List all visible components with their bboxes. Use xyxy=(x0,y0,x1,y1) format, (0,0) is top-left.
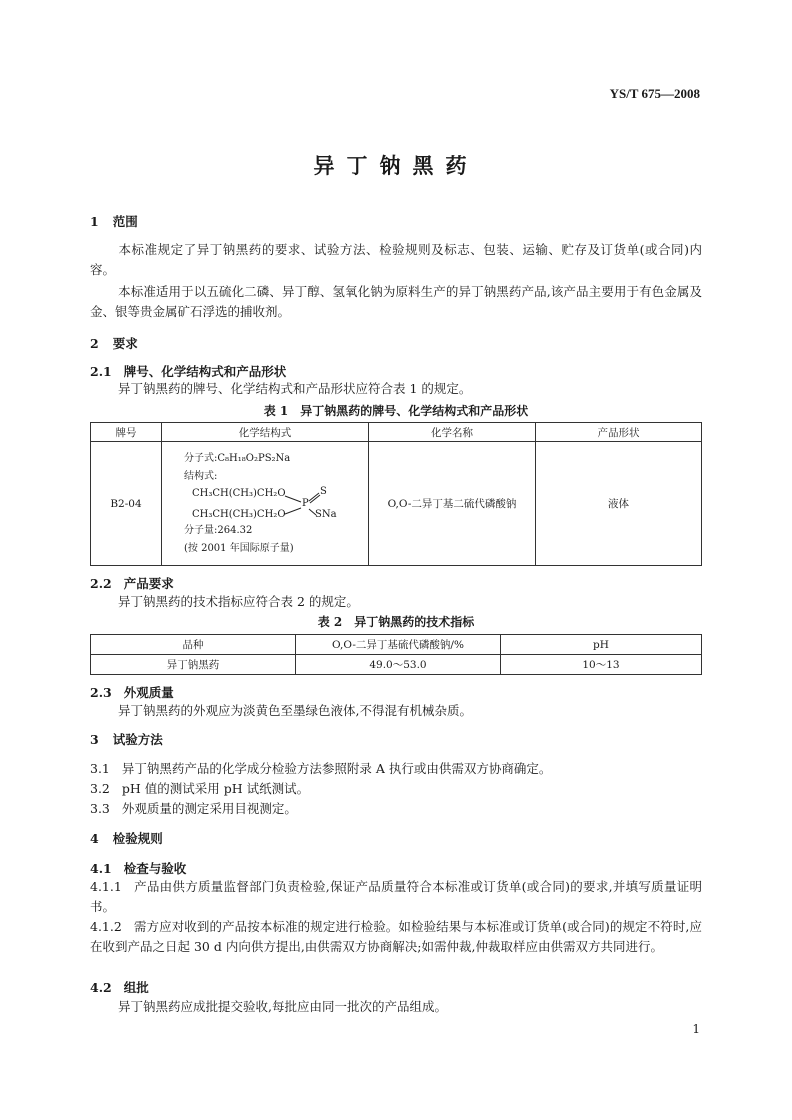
scope-paragraph-2 xyxy=(90,282,702,322)
clause-number: 3.2 xyxy=(90,781,110,796)
section-3-heading xyxy=(90,730,163,748)
section-2-2-text: 异丁钠黑药的技术指标应符合表 2 的规定。 xyxy=(118,594,359,609)
bond-lines xyxy=(282,485,342,525)
clause-3-1 xyxy=(90,759,551,779)
sodium-thiolate: SNa xyxy=(315,509,337,520)
section-1-heading xyxy=(90,212,138,230)
structure-label: 结构式: xyxy=(184,470,218,482)
page-number: 1 xyxy=(692,1022,700,1036)
alkoxy-group: CH₃CH(CH₃)CH₂O xyxy=(192,488,286,499)
table-row xyxy=(91,442,702,566)
table-2 xyxy=(90,634,702,675)
clause-3-2 xyxy=(90,779,309,799)
section-number: 4.1 xyxy=(90,861,112,876)
section-title: 试验方法 xyxy=(112,732,163,747)
standard-code: YS/T 675—2008 xyxy=(609,86,700,101)
section-title: 外观质量 xyxy=(123,685,174,700)
section-2-3-text: 异丁钠黑药的外观应为淡黄色至墨绿色液体,不得混有机械杂质。 xyxy=(118,703,472,718)
section-number: 2 xyxy=(90,336,99,351)
table-header: pH xyxy=(501,635,702,655)
section-number: 2.1 xyxy=(90,364,112,379)
alkoxy-group: CH₃CH(CH₃)CH₂O xyxy=(192,509,286,520)
table-cell: 49.0～53.0 xyxy=(296,655,501,675)
section-2-2-heading xyxy=(90,574,174,592)
table-row xyxy=(91,655,702,675)
section-number: 1 xyxy=(90,214,99,229)
table-1-caption: 表 1 异丁钠黑药的牌号、化学结构式和产品形状 xyxy=(263,404,529,418)
clause-number: 3.3 xyxy=(90,801,110,816)
section-2-1-text: 异丁钠黑药的牌号、化学结构式和产品形状应符合表 1 的规定。 xyxy=(118,381,472,396)
table-1 xyxy=(90,422,702,566)
clause-text: 外观质量的测定采用目视测定。 xyxy=(121,801,297,816)
page-title: 异丁钠黑药 xyxy=(313,153,479,178)
product-form-cell: 液体 xyxy=(536,442,702,566)
grade-cell: B2-04 xyxy=(91,442,162,566)
molecular-formula: 分子式:C₈H₁₈O₂PS₂Na xyxy=(184,453,291,464)
table-header: 品种 xyxy=(91,635,296,655)
section-number: 4.2 xyxy=(90,980,112,995)
paragraph-text: 本标准适用于以五硫化二磷、异丁醇、氢氧化钠为原料生产的异丁钠黑药产品,该产品主要用于有色金属及金、银等贵金属矿石浮选的捕收剂。 xyxy=(90,284,702,319)
section-number: 2.2 xyxy=(90,576,112,591)
section-title: 产品要求 xyxy=(123,576,174,591)
table-2-caption: 表 2 异丁钠黑药的技术指标 xyxy=(317,615,475,629)
clause-text: 产品由供方质量监督部门负责检验,保证产品质量符合本标准或订货单(或合同)的要求,并填写质量证明书。 xyxy=(90,879,702,914)
section-2-heading xyxy=(90,334,138,352)
clause-4-1-1 xyxy=(90,877,702,917)
clause-number: 4.1.1 xyxy=(90,879,122,894)
section-title: 组批 xyxy=(123,980,149,995)
table-header: 牌号 xyxy=(91,423,162,442)
section-number: 2.3 xyxy=(90,685,112,700)
table-header: O,O-二异丁基硫代磷酸钠/% xyxy=(296,635,501,655)
section-title: 牌号、化学结构式和产品形状 xyxy=(123,364,287,379)
sulfur-atom: S xyxy=(320,486,327,497)
table-header: 化学名称 xyxy=(369,423,536,442)
section-2-1-heading xyxy=(90,362,286,380)
table-header: 产品形状 xyxy=(536,423,702,442)
clause-text: pH 值的测试采用 pH 试纸测试。 xyxy=(121,781,310,796)
chemical-name-cell: O,O-二异丁基二硫代磷酸钠 xyxy=(369,442,536,566)
molecular-weight: 分子量:264.32 xyxy=(184,525,253,536)
section-4-heading xyxy=(90,829,163,847)
structure-cell xyxy=(162,442,369,566)
table-cell: 异丁钠黑药 xyxy=(91,655,296,675)
section-title: 范围 xyxy=(112,214,138,229)
clause-text: 异丁钠黑药产品的化学成分检验方法参照附录 A 执行或由供需双方协商确定。 xyxy=(121,761,552,776)
section-title: 要求 xyxy=(112,336,138,351)
section-title: 检查与验收 xyxy=(123,861,187,876)
section-4-2-text: 异丁钠黑药应成批提交验收,每批应由同一批次的产品组成。 xyxy=(118,999,447,1014)
section-number: 3 xyxy=(90,732,99,747)
clause-4-1-2 xyxy=(90,917,702,957)
clause-text: 需方应对收到的产品按本标准的规定进行检验。如检验结果与本标准或订货单(或合同)的规定不符时,应在收到产品之日起 30 d 内向供方提出,由供需双方协商解决;如需仲裁,仲裁取样应由供需双方共同进行。 xyxy=(90,919,702,954)
section-2-3-heading xyxy=(90,683,174,701)
table-cell: 10～13 xyxy=(501,655,702,675)
table-header: 化学结构式 xyxy=(162,423,369,442)
clause-3-3 xyxy=(90,799,297,819)
section-4-2-heading xyxy=(90,978,149,996)
section-4-1-heading xyxy=(90,859,186,877)
paragraph-text: 本标准规定了异丁钠黑药的要求、试验方法、检验规则及标志、包装、运输、贮存及订货单(或合同)内容。 xyxy=(90,242,702,277)
phosphorus-atom: P xyxy=(302,498,309,509)
section-title: 检验规则 xyxy=(112,831,163,846)
clause-number: 4.1.2 xyxy=(90,919,122,934)
clause-number: 3.1 xyxy=(90,761,110,776)
molecular-weight-note: (按 2001 年国际原子量) xyxy=(184,542,294,554)
scope-paragraph-1 xyxy=(90,240,702,280)
structural-formula xyxy=(184,485,368,522)
section-number: 4 xyxy=(90,831,99,846)
